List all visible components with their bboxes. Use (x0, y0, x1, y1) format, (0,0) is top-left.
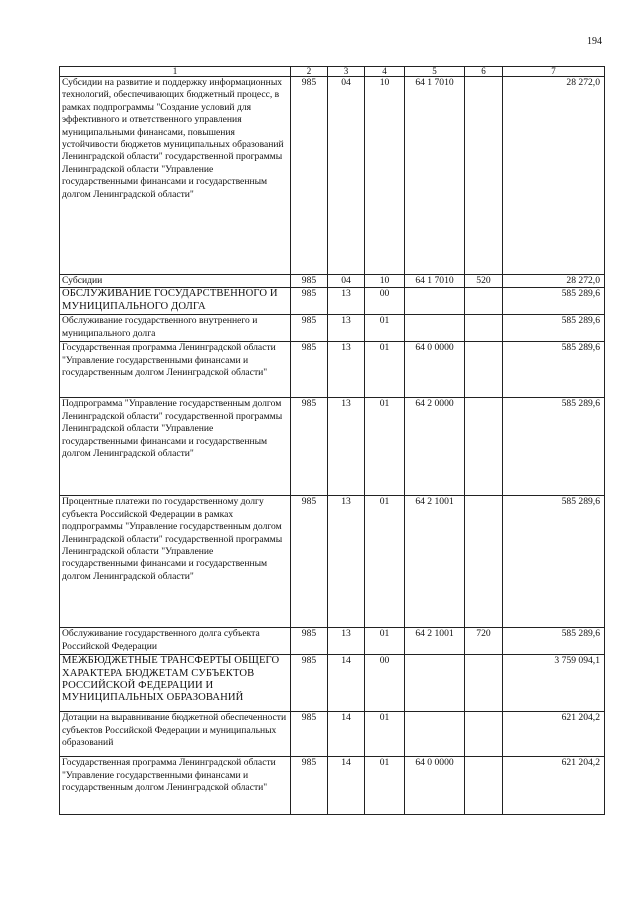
table-row (60, 655, 605, 712)
cell-c3: 13 (328, 315, 365, 342)
budget-table (59, 66, 605, 815)
table-row (60, 712, 605, 757)
cell-c3: 14 (328, 757, 365, 815)
table-row (60, 496, 605, 628)
cell-c3: 13 (328, 342, 365, 398)
cell-c2: 985 (291, 315, 328, 342)
cell-c7: 585 289,6 (503, 628, 605, 655)
cell-c5 (405, 288, 465, 315)
cell-c4: 00 (365, 288, 405, 315)
cell-c7: 621 204,2 (503, 712, 605, 757)
cell-c2: 985 (291, 77, 328, 275)
cell-c6 (465, 77, 503, 275)
col-header-1: 1 (60, 67, 291, 77)
cell-c5: 64 1 7010 (405, 275, 465, 288)
cell-c3: 14 (328, 712, 365, 757)
cell-c7: 585 289,6 (503, 315, 605, 342)
cell-c6 (465, 398, 503, 496)
cell-c3: 14 (328, 655, 365, 712)
table-row (60, 398, 605, 496)
cell-c3: 13 (328, 628, 365, 655)
cell-c2: 985 (291, 342, 328, 398)
cell-c5 (405, 655, 465, 712)
cell-c7: 3 759 094,1 (503, 655, 605, 712)
cell-c5: 64 1 7010 (405, 77, 465, 275)
table-row (60, 628, 605, 655)
cell-c7: 585 289,6 (503, 398, 605, 496)
cell-c6 (465, 315, 503, 342)
cell-c5: 64 0 0000 (405, 342, 465, 398)
row-name: Обслуживание государственного внутреннего и муниципального долга (60, 315, 291, 342)
col-header-3: 3 (328, 67, 365, 77)
cell-c6: 520 (465, 275, 503, 288)
cell-c3: 04 (328, 275, 365, 288)
table-row (60, 275, 605, 288)
cell-c7: 585 289,6 (503, 496, 605, 628)
cell-c4: 10 (365, 77, 405, 275)
cell-c2: 985 (291, 275, 328, 288)
row-name: Субсидии на развитие и поддержку информационных технологий, обеспечивающих бюджетный процесс, в рамках подпрограммы "Создание условий для эффективного и ответственного управления муниципальными финансами, повышения устойчивости бюджетов муниципальных образований Ленинградской области" государственной программы Ленинградской области "Управление государственными финансами и государственным долгом Ленинградской области" (60, 77, 291, 275)
cell-c4: 01 (365, 757, 405, 815)
cell-c2: 985 (291, 628, 328, 655)
col-header-2: 2 (291, 67, 328, 77)
cell-c5: 64 2 1001 (405, 496, 465, 628)
row-name: Государственная программа Ленинградской области "Управление государственными финансами и государственным долгом Ленинградской области" (60, 757, 291, 815)
row-name: ОБСЛУЖИВАНИЕ ГОСУДАРСТВЕННОГО И МУНИЦИПАЛЬНОГО ДОЛГА (60, 288, 291, 315)
cell-c6 (465, 496, 503, 628)
table-row (60, 288, 605, 315)
table-row (60, 315, 605, 342)
cell-c6 (465, 712, 503, 757)
cell-c4: 01 (365, 398, 405, 496)
cell-c4: 00 (365, 655, 405, 712)
cell-c7: 28 272,0 (503, 77, 605, 275)
cell-c7: 585 289,6 (503, 288, 605, 315)
cell-c4: 01 (365, 712, 405, 757)
cell-c4: 01 (365, 628, 405, 655)
row-name: Субсидии (60, 275, 291, 288)
cell-c3: 13 (328, 288, 365, 315)
table-row (60, 342, 605, 398)
row-name: Обслуживание государственного долга субъекта Российской Федерации (60, 628, 291, 655)
cell-c3: 13 (328, 398, 365, 496)
row-name: Государственная программа Ленинградской области "Управление государственными финансами и государственным долгом Ленинградской области" (60, 342, 291, 398)
row-name: Дотации на выравнивание бюджетной обеспеченности субъектов Российской Федерации и муниципальных образований (60, 712, 291, 757)
table-row (60, 77, 605, 275)
cell-c2: 985 (291, 288, 328, 315)
page-number: 194 (587, 36, 602, 47)
cell-c6 (465, 757, 503, 815)
row-name: Подпрограмма "Управление государственным долгом Ленинградской области" государственной программы Ленинградской области "Управление государственными финансами и государственным долгом Ленинградской области" (60, 398, 291, 496)
cell-c2: 985 (291, 655, 328, 712)
cell-c7: 585 289,6 (503, 342, 605, 398)
cell-c7: 621 204,2 (503, 757, 605, 815)
cell-c2: 985 (291, 712, 328, 757)
col-header-7: 7 (503, 67, 605, 77)
col-header-5: 5 (405, 67, 465, 77)
cell-c6 (465, 655, 503, 712)
cell-c5 (405, 315, 465, 342)
cell-c5 (405, 712, 465, 757)
cell-c6: 720 (465, 628, 503, 655)
cell-c2: 985 (291, 496, 328, 628)
cell-c5: 64 2 0000 (405, 398, 465, 496)
col-header-6: 6 (465, 67, 503, 77)
cell-c6 (465, 288, 503, 315)
cell-c4: 10 (365, 275, 405, 288)
cell-c7: 28 272,0 (503, 275, 605, 288)
header-row (60, 67, 605, 77)
row-name: Процентные платежи по государственному долгу субъекта Российской Федерации в рамках подпрограммы "Управление государственным долгом Ленинградской области" государственной программы Ленинградской области "Управление государственными финансами и государственным долгом Ленинградской области" (60, 496, 291, 628)
col-header-4: 4 (365, 67, 405, 77)
cell-c3: 04 (328, 77, 365, 275)
cell-c4: 01 (365, 315, 405, 342)
row-name: МЕЖБЮДЖЕТНЫЕ ТРАНСФЕРТЫ ОБЩЕГО ХАРАКТЕРА БЮДЖЕТАМ СУБЪЕКТОВ РОССИЙСКОЙ ФЕДЕРАЦИИ И МУНИЦИПАЛЬНЫХ ОБРАЗОВАНИЙ (60, 655, 291, 712)
cell-c2: 985 (291, 398, 328, 496)
cell-c4: 01 (365, 496, 405, 628)
cell-c5: 64 0 0000 (405, 757, 465, 815)
cell-c6 (465, 342, 503, 398)
cell-c3: 13 (328, 496, 365, 628)
cell-c5: 64 2 1001 (405, 628, 465, 655)
table-row (60, 757, 605, 815)
cell-c4: 01 (365, 342, 405, 398)
cell-c2: 985 (291, 757, 328, 815)
